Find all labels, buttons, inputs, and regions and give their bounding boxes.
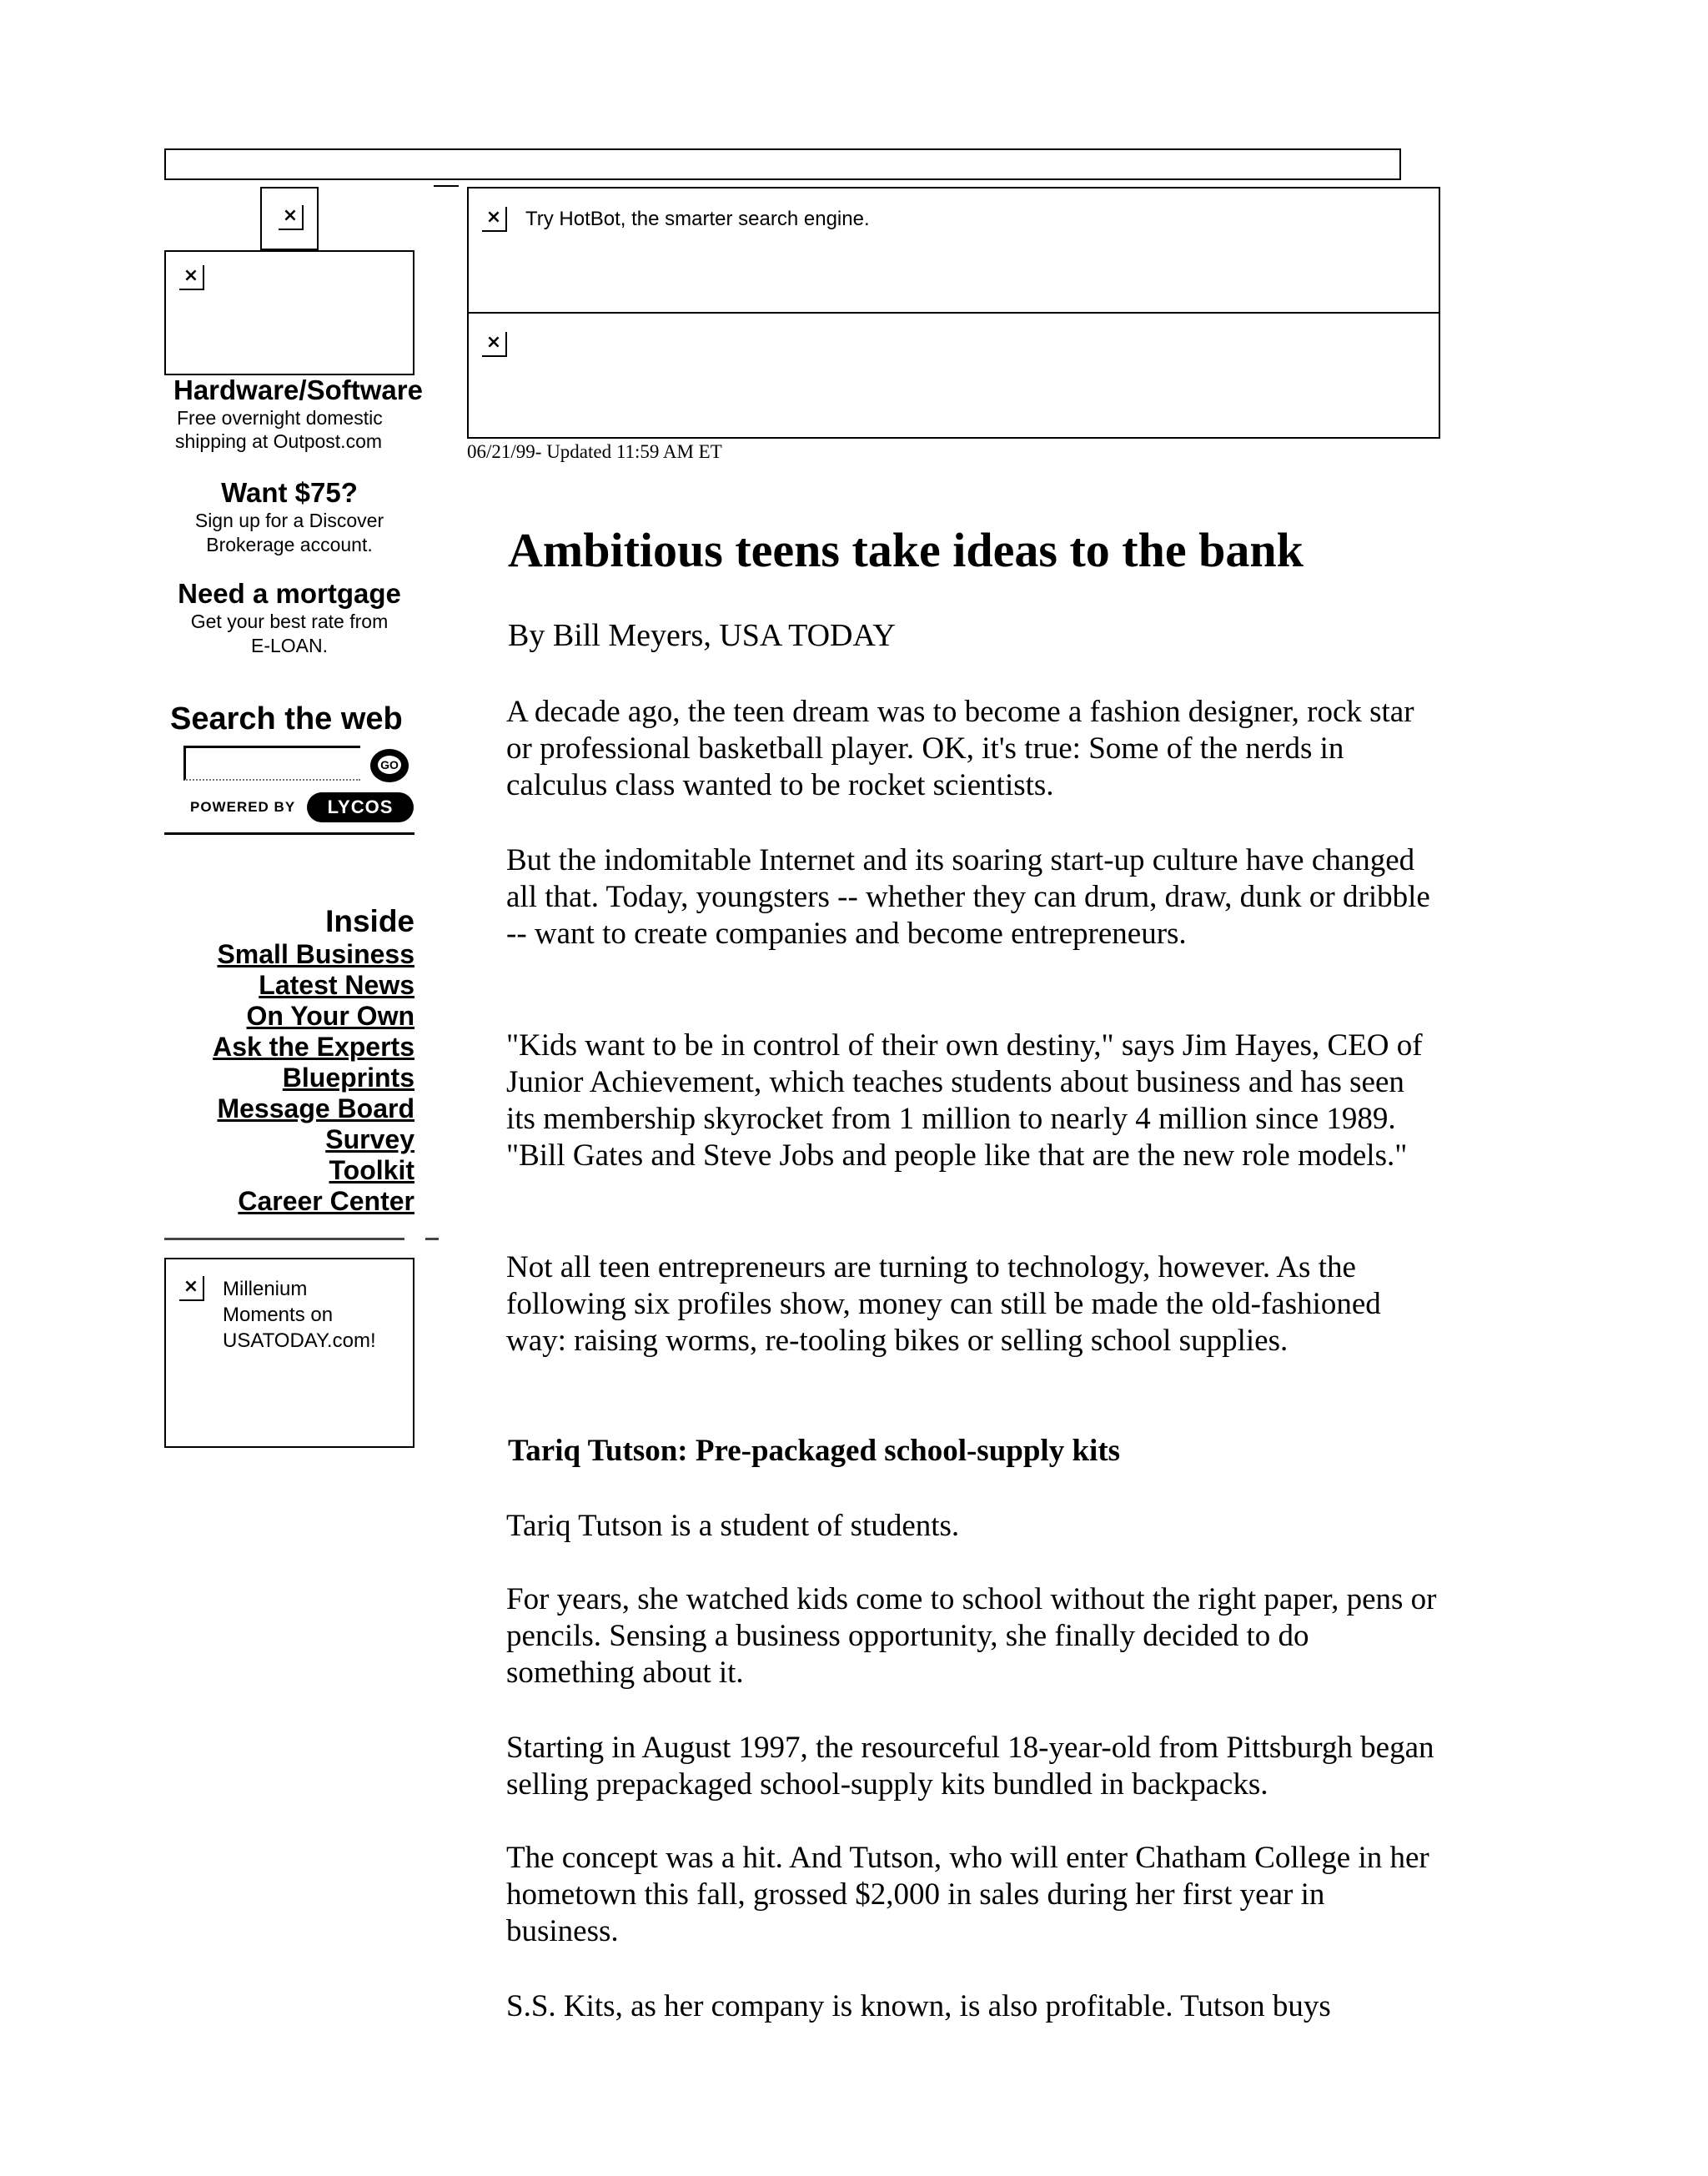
nav-toolkit[interactable]: Toolkit xyxy=(329,1155,414,1185)
nav-career-center[interactable]: Career Center xyxy=(238,1186,414,1216)
promo-line: Free overnight domestic xyxy=(177,407,383,429)
article-paragraph: The concept was a hit. And Tutson, who will enter Chatham College in her hometown this fall, grossed $2,000 in sales during her first year in business. xyxy=(506,1841,1429,1948)
article-paragraph: But the indomitable Internet and its soaring start-up culture have changed all that. Today, youngsters -- whether they can drum, draw, dunk or dribble -- want to create companies and become entrepreneurs. xyxy=(506,843,1430,951)
broken-image-icon: × xyxy=(179,1276,204,1301)
article-paragraph: For years, she watched kids come to school without the right paper, pens or pencils. Sensing a business opportunity, she finally decided to do something about it. xyxy=(506,1582,1437,1690)
promo-line: Brokerage account. xyxy=(206,534,373,555)
nav-on-your-own[interactable]: On Your Own xyxy=(246,1001,414,1031)
top-banner-ad[interactable] xyxy=(164,148,1401,180)
article-paragraph: Not all teen entrepreneurs are turning to technology, however. As the following six profiles show, money can still be made the old-fashioned way: raising worms, re-tooling bikes or selling school supplies. xyxy=(506,1250,1381,1358)
promo-line: shipping at Outpost.com xyxy=(175,430,383,452)
nav-survey[interactable]: Survey xyxy=(325,1124,414,1154)
promo-want-75[interactable] xyxy=(164,477,414,557)
article-subhead: Tariq Tutson: Pre-packaged school-supply kits xyxy=(508,1434,1121,1468)
nav-divider xyxy=(164,1238,404,1240)
ad-line: Millenium xyxy=(223,1278,308,1300)
article-paragraph: A decade ago, the teen dream was to become a fashion designer, rock star or professional basketball player. OK, it's true: Some of the nerds in calculus class wanted to be rocket scientists. xyxy=(506,695,1414,802)
promo-hardware-software[interactable] xyxy=(173,374,432,453)
promo-line: Sign up for a Discover xyxy=(194,510,384,531)
left-ad-image[interactable] xyxy=(164,250,414,375)
broken-image-icon: × xyxy=(179,265,204,290)
nav-blueprints[interactable]: Blueprints xyxy=(282,1063,414,1093)
search-divider xyxy=(164,832,414,835)
go-button[interactable] xyxy=(370,749,409,782)
secondary-ad[interactable] xyxy=(467,312,1440,439)
promo-mortgage[interactable] xyxy=(164,578,414,658)
logo-image-placeholder[interactable] xyxy=(260,187,319,250)
hotbot-ad[interactable] xyxy=(467,187,1440,314)
powered-by-label: POWERED BY xyxy=(190,799,296,815)
article-paragraph: Starting in August 1997, the resourceful 18-year-old from Pittsburgh began selling prepackaged school-supply kits bundled in backpacks. xyxy=(506,1731,1434,1802)
millenium-moments-ad[interactable] xyxy=(164,1258,414,1448)
search-title: Search the web xyxy=(170,701,403,736)
dateline: 06/21/99- Updated 11:59 AM ET xyxy=(467,441,722,462)
banner-tick xyxy=(434,185,459,187)
broken-image-icon: × xyxy=(482,207,507,232)
article-byline: By Bill Meyers, USA TODAY xyxy=(508,618,896,653)
article-headline: Ambitious teens take ideas to the bank xyxy=(508,523,1304,577)
inside-nav xyxy=(164,904,414,1217)
nav-small-business[interactable]: Small Business xyxy=(217,939,414,969)
promo-title[interactable]: Need a mortgage xyxy=(178,578,401,609)
lycos-brand: LYCOS xyxy=(327,797,394,817)
broken-image-icon: × xyxy=(279,205,304,230)
promo-line: Get your best rate from xyxy=(190,611,389,632)
lycos-logo[interactable] xyxy=(307,792,414,822)
article-paragraph: Tariq Tutson is a student of students. xyxy=(506,1509,960,1543)
ad-line: USATODAY.com! xyxy=(223,1329,376,1352)
nav-divider-tick xyxy=(425,1238,439,1240)
promo-title[interactable]: Hardware/Software xyxy=(173,374,423,405)
search-input[interactable] xyxy=(183,746,360,781)
article-paragraph: "Kids want to be in control of their own destiny," says Jim Hayes, CEO of Junior Achievement, which teaches students about business and has seen its membership skyrocket from 1 million to nearly 4 million since 1989. "Bill Gates and Steve Jobs and people like that are the new role models." xyxy=(506,1028,1423,1173)
hotbot-text[interactable]: Try HotBot, the smarter search engine. xyxy=(525,208,870,230)
inside-title: Inside xyxy=(325,904,414,938)
ad-text xyxy=(223,1276,376,1354)
ad-line: Moments on xyxy=(223,1304,334,1326)
broken-image-icon: × xyxy=(482,332,507,357)
promo-line: E-LOAN. xyxy=(250,635,329,656)
nav-latest-news[interactable]: Latest News xyxy=(259,970,414,1000)
article-paragraph: S.S. Kits, as her company is known, is also profitable. Tutson buys xyxy=(506,1989,1331,2023)
promo-title[interactable]: Want $75? xyxy=(221,477,358,508)
nav-ask-the-experts[interactable]: Ask the Experts xyxy=(213,1032,414,1062)
nav-message-board[interactable]: Message Board xyxy=(217,1093,414,1123)
go-label: GO xyxy=(378,756,401,774)
